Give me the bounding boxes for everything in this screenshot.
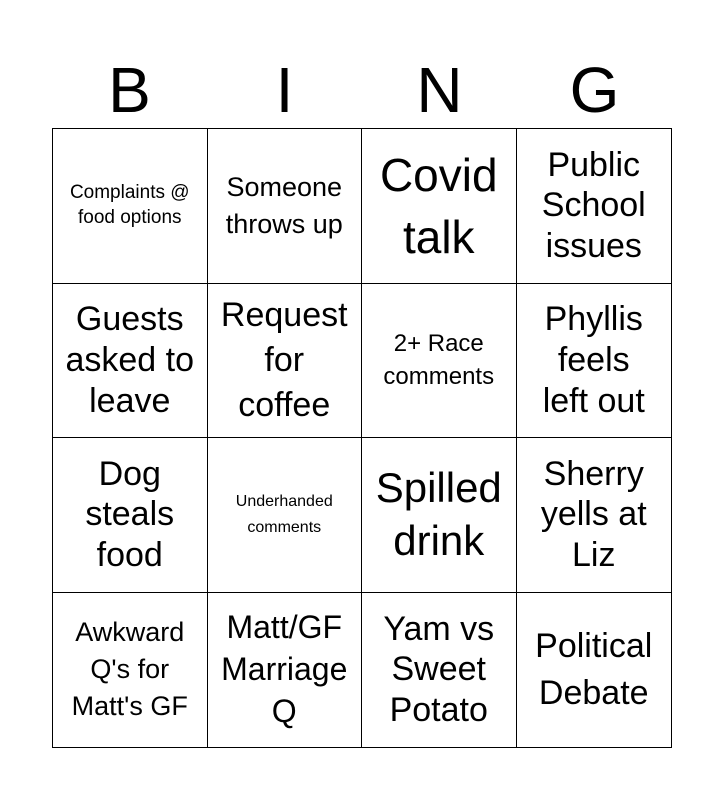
bingo-cell[interactable] [208, 129, 363, 284]
cell-text: Request for coffee [220, 295, 348, 424]
bingo-cell[interactable] [362, 284, 517, 439]
cell-text: Guests asked to leave [65, 300, 195, 420]
cell-text: Matt/GF Marriage Q [221, 609, 348, 729]
bingo-cell[interactable] [53, 284, 208, 439]
cell-text: Public School issues [541, 145, 646, 266]
cell-text: Someone throws up [225, 172, 343, 239]
bingo-cell[interactable] [517, 438, 672, 593]
cell-text: Spilled drink [375, 464, 502, 564]
bingo-cell[interactable] [53, 129, 208, 284]
header-letter-i: I [275, 54, 294, 126]
bingo-cell[interactable] [362, 593, 517, 748]
bingo-board [52, 128, 672, 748]
cell-text: Underhanded comments [235, 493, 333, 536]
cell-text: 2+ Race comments [383, 329, 495, 391]
cell-text: Political Debate [535, 626, 653, 712]
header-letter-b: B [108, 54, 151, 126]
cell-text: Dog steals food [85, 454, 175, 575]
bingo-cell[interactable] [208, 593, 363, 748]
bingo-cell[interactable] [208, 438, 363, 593]
header-letter-n: N [416, 54, 463, 126]
cell-text: Complaints @ food options [69, 182, 190, 228]
bingo-cell[interactable] [362, 438, 517, 593]
cell-text: Phyllis feels left out [542, 300, 645, 420]
cell-text: Awkward Q's for Matt's GF [71, 616, 188, 722]
bingo-cell[interactable] [362, 129, 517, 284]
bingo-cell[interactable] [208, 284, 363, 439]
cell-text: Sherry yells at Liz [540, 454, 647, 575]
bingo-cell[interactable] [517, 129, 672, 284]
header-letter-g: G [569, 54, 620, 126]
cell-text: Covid talk [379, 148, 498, 263]
bingo-cell[interactable] [53, 593, 208, 748]
cell-text: Yam vs Sweet Potato [383, 609, 495, 730]
bingo-cell[interactable] [53, 438, 208, 593]
bingo-cell[interactable] [517, 593, 672, 748]
bingo-cell[interactable] [517, 284, 672, 439]
bingo-header [52, 52, 672, 128]
